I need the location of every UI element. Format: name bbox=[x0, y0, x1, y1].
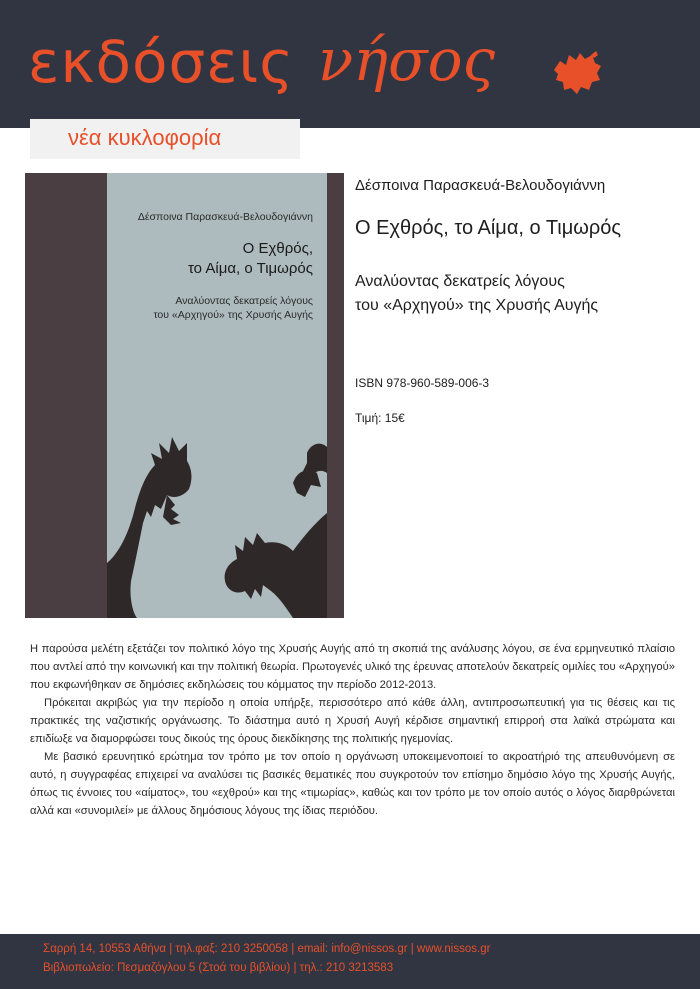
brand-name-italic: νήσος bbox=[318, 26, 496, 94]
cover-subtitle-line: Αναλύοντας δεκατρείς λόγους bbox=[175, 295, 313, 307]
cover-author: Δέσποινα Παρασκευά-Βελουδογιάννη bbox=[137, 211, 313, 223]
island-map-icon bbox=[550, 50, 604, 96]
footer-contact: Σαρρή 14, 10553 Αθήνα | τηλ.φαξ: 210 3250058 | email: info@nissos.gr | www.nissos.gr bbox=[43, 943, 491, 955]
cover-publisher: νήσος bbox=[254, 576, 285, 587]
book-title: Ο Εχθρός, το Αίμα, ο Τιμωρός bbox=[355, 217, 622, 239]
shadow-hands-illustration bbox=[107, 413, 327, 618]
description-paragraph: Με βασικό ερευνητικό ερώτημα τον τρόπο με τον οποίο η οργάνωση υποκειμενοποιεί το ακροατήριό της απευθυνόμενη σε αυτό, η συγγραφέας επιχειρεί να αναλύσει τις βασικές θεματικές που συγκροτούν τον επίσημο δημόσιο λόγο της Χρυσής Αυγής, όπως τις έννοιες του «αίματος», του «εχθρού» και της «τιμωρίας», καθώς και τον τρόπο με τον οποίο αυτός ο λόγος διαρθρώνεται αλλά και «συνομιλεί» με άλλους δημόσιους λόγους της ίδιας περιόδου. bbox=[30, 751, 675, 817]
book-subtitle-line: Αναλύοντας δεκατρείς λόγους bbox=[355, 273, 565, 290]
book-isbn: ISBN 978-960-589-006-3 bbox=[355, 376, 490, 390]
cover-title-line: Ο Εχθρός, bbox=[242, 240, 313, 257]
book-description bbox=[30, 640, 675, 820]
description-paragraph: Η παρούσα μελέτη εξετάζει τον πολιτικό λόγο της Χρυσής Αυγής από τη σκοπιά της ανάλυσης λόγου, σε ένα ερμηνευτικό πλαίσιο που αντλεί από την κοινωνική και την πολιτική θεωρία. Πρωτογενές υλικό της έρευνας αποτελούν δεκατρείς ομιλίες του «Αρχηγού» που εκφωνήθηκαν σε δημόσιες εκδηλώσεις του κόμματος την περίοδο 2012-2013. bbox=[30, 643, 675, 691]
book-cover bbox=[25, 173, 344, 618]
brand-name: εκδόσεις bbox=[28, 28, 295, 96]
cover-title-line: το Αίμα, ο Τιμωρός bbox=[187, 260, 313, 277]
cover-panel bbox=[107, 173, 327, 618]
cover-title bbox=[188, 239, 313, 279]
footer-bookstore: Βιβλιοπωλείο: Πεσμαζόγλου 5 (Στοά του βιβλίου) | τηλ.: 210 3213583 bbox=[43, 962, 394, 974]
cover-series: Πολιτείες 33 bbox=[298, 551, 308, 611]
description-paragraph: Πρόκειται ακριβώς για την περίοδο η οποία υπήρξε, περισσότερο από κάθε άλλη, αντιπροσωπευτική για τις θέσεις και τις πρακτικές της ναζιστικής οργάνωσης. Το διάστημα αυτό η Χρυσή Αυγή κέρδισε σημαντική επιρροή στα λαϊκά στρώματα και επιδίωξε να διαμορφώσει τους δικούς της όρους διεκδίκησης της πολιτικής ηγεμονίας. bbox=[30, 697, 675, 745]
cover-subtitle bbox=[153, 294, 313, 322]
cover-subtitle-line: του «Αρχηγού» της Χρυσής Αυγής bbox=[153, 309, 313, 321]
book-author: Δέσποινα Παρασκευά-Βελουδογιάννη bbox=[355, 177, 606, 194]
tagline: νέα κυκλοφορία bbox=[68, 125, 222, 150]
book-subtitle bbox=[355, 270, 598, 318]
book-subtitle-line: του «Αρχηγού» της Χρυσής Αυγής bbox=[355, 297, 599, 314]
book-price: Τιμή: 15€ bbox=[355, 411, 405, 425]
